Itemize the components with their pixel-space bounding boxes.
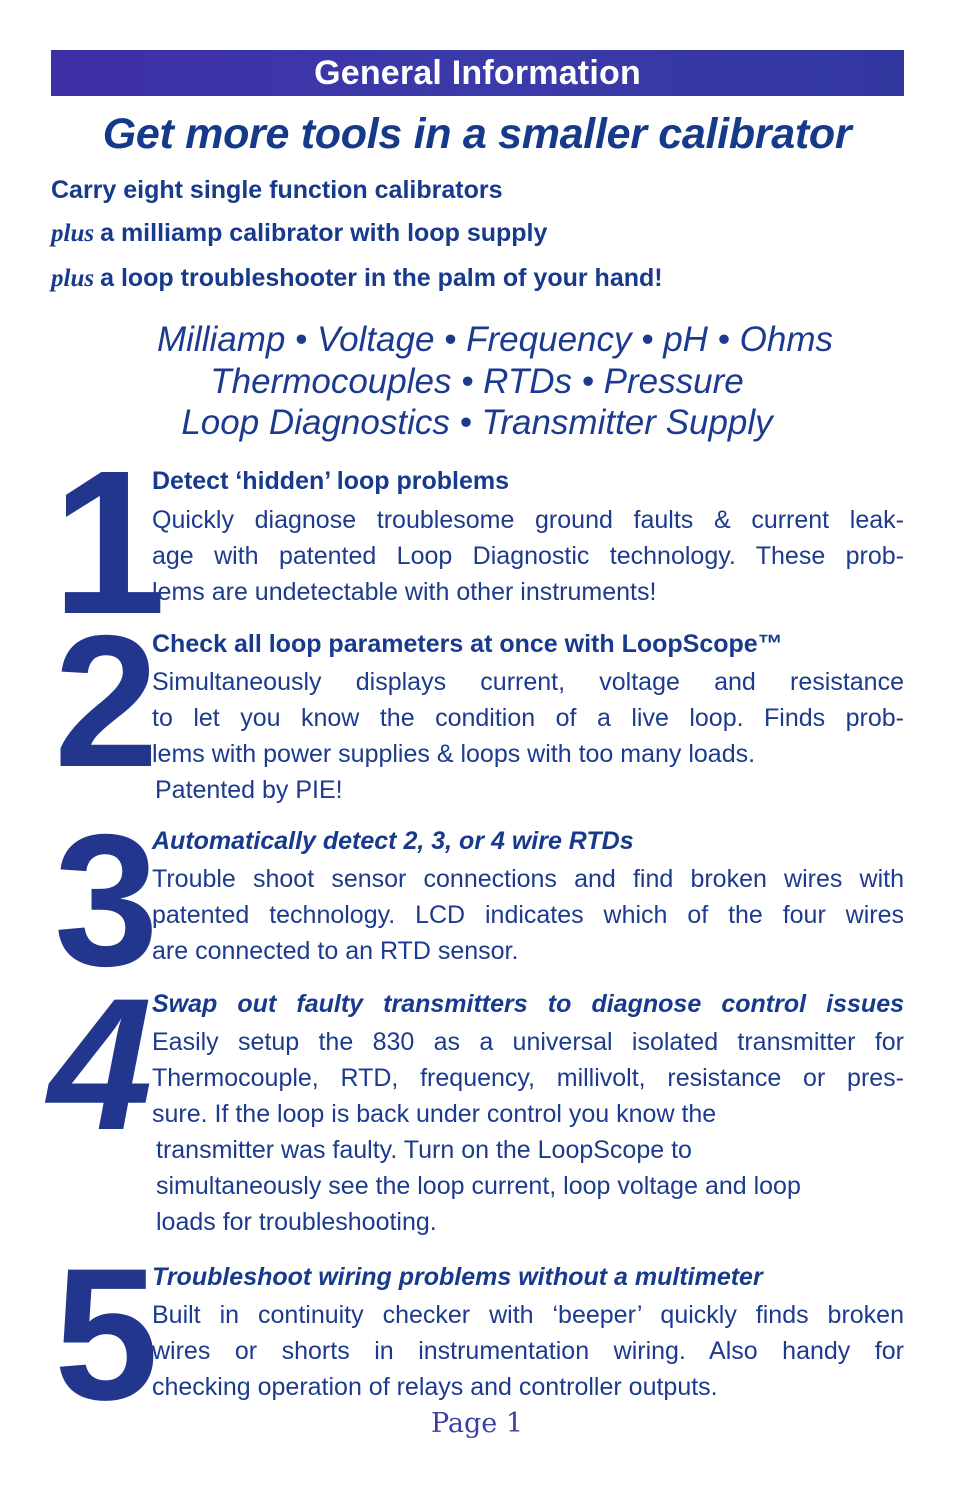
- feature-title-1: Detect ‘hidden’ loop problems: [152, 467, 509, 495]
- intro-line-2-text: a milliamp calibrator with loop supply: [100, 219, 548, 247]
- feature-5-line: wires or shorts in instrumentation wiring. Also handy for: [152, 1337, 904, 1365]
- feature-1-line: Quickly diagnose troublesome ground faults & current leak-: [152, 506, 904, 534]
- feature-4-line: sure. If the loop is back under control you know the: [152, 1100, 717, 1128]
- plus-word: plus: [51, 265, 95, 292]
- feature-2-line: lems with power supplies & loops with too many loads.: [152, 740, 756, 768]
- feature-3-line: patented technology. LCD indicates which of the four wires: [152, 901, 904, 929]
- feature-4-line: Easily setup the 830 as a universal isolated transmitter for: [152, 1028, 904, 1056]
- feature-2-line: to let you know the condition of a live loop. Finds prob-: [152, 704, 904, 732]
- feature-body-3: [152, 861, 904, 969]
- feature-title-3: Automatically detect 2, 3, or 4 wire RTDs: [152, 827, 634, 855]
- section-header: General Information: [51, 50, 904, 96]
- feature-number-4: 4: [48, 959, 153, 1169]
- feature-number-5: 5: [54, 1229, 159, 1439]
- feature-4-line: loads for troubleshooting.: [156, 1208, 437, 1236]
- intro-line-2: [51, 219, 547, 248]
- feature-number-3: 3: [54, 795, 159, 1005]
- feature-body-5: [152, 1297, 904, 1405]
- feature-title-4: Swap out faulty transmitters to diagnose control issues: [152, 990, 904, 1018]
- feature-1-line: lems are undetectable with other instruments!: [152, 578, 657, 606]
- intro-line-3: [51, 264, 663, 293]
- feature-body-4: [152, 1024, 904, 1240]
- feature-number-1: 1: [52, 428, 161, 657]
- feature-number-2: 2: [54, 596, 159, 806]
- function-list-line-1: Milliamp • Voltage • Frequency • pH • Ohms: [156, 320, 833, 359]
- feature-4-line: transmitter was faulty. Turn on the LoopScope to: [156, 1136, 692, 1164]
- feature-5-line: Built in continuity checker with ‘beeper’ quickly finds broken: [152, 1301, 904, 1329]
- plus-word: plus: [51, 220, 95, 247]
- function-list-line-2: Thermocouples • RTDs • Pressure: [210, 362, 744, 401]
- feature-body-1: [152, 502, 904, 610]
- page-number: Page 1: [430, 1408, 524, 1439]
- feature-title-2: Check all loop parameters at once with LoopScope™: [152, 630, 783, 658]
- headline: Get more tools in a smaller calibrator: [102, 110, 852, 158]
- feature-4-line: simultaneously see the loop current, loop voltage and loop: [156, 1172, 801, 1200]
- feature-title-5: Troubleshoot wiring problems without a multimeter: [152, 1263, 763, 1291]
- feature-1-line: age with patented Loop Diagnostic technology. These prob-: [152, 542, 904, 570]
- intro-line-3-text: a loop troubleshooter in the palm of your hand!: [100, 264, 663, 292]
- feature-body-2: [152, 664, 904, 808]
- feature-2-line: Simultaneously displays current, voltage and resistance: [152, 668, 904, 696]
- feature-2-line: Patented by PIE!: [155, 776, 343, 804]
- function-list-line-3: Loop Diagnostics • Transmitter Supply: [181, 403, 773, 442]
- feature-3-line: are connected to an RTD sensor.: [152, 937, 519, 965]
- feature-5-line: checking operation of relays and controller outputs.: [152, 1373, 718, 1401]
- intro-line-1: Carry eight single function calibrators: [51, 176, 503, 204]
- feature-4-line: Thermocouple, RTD, frequency, millivolt, resistance or pres-: [152, 1064, 904, 1092]
- feature-3-line: Trouble shoot sensor connections and find broken wires with: [152, 865, 904, 893]
